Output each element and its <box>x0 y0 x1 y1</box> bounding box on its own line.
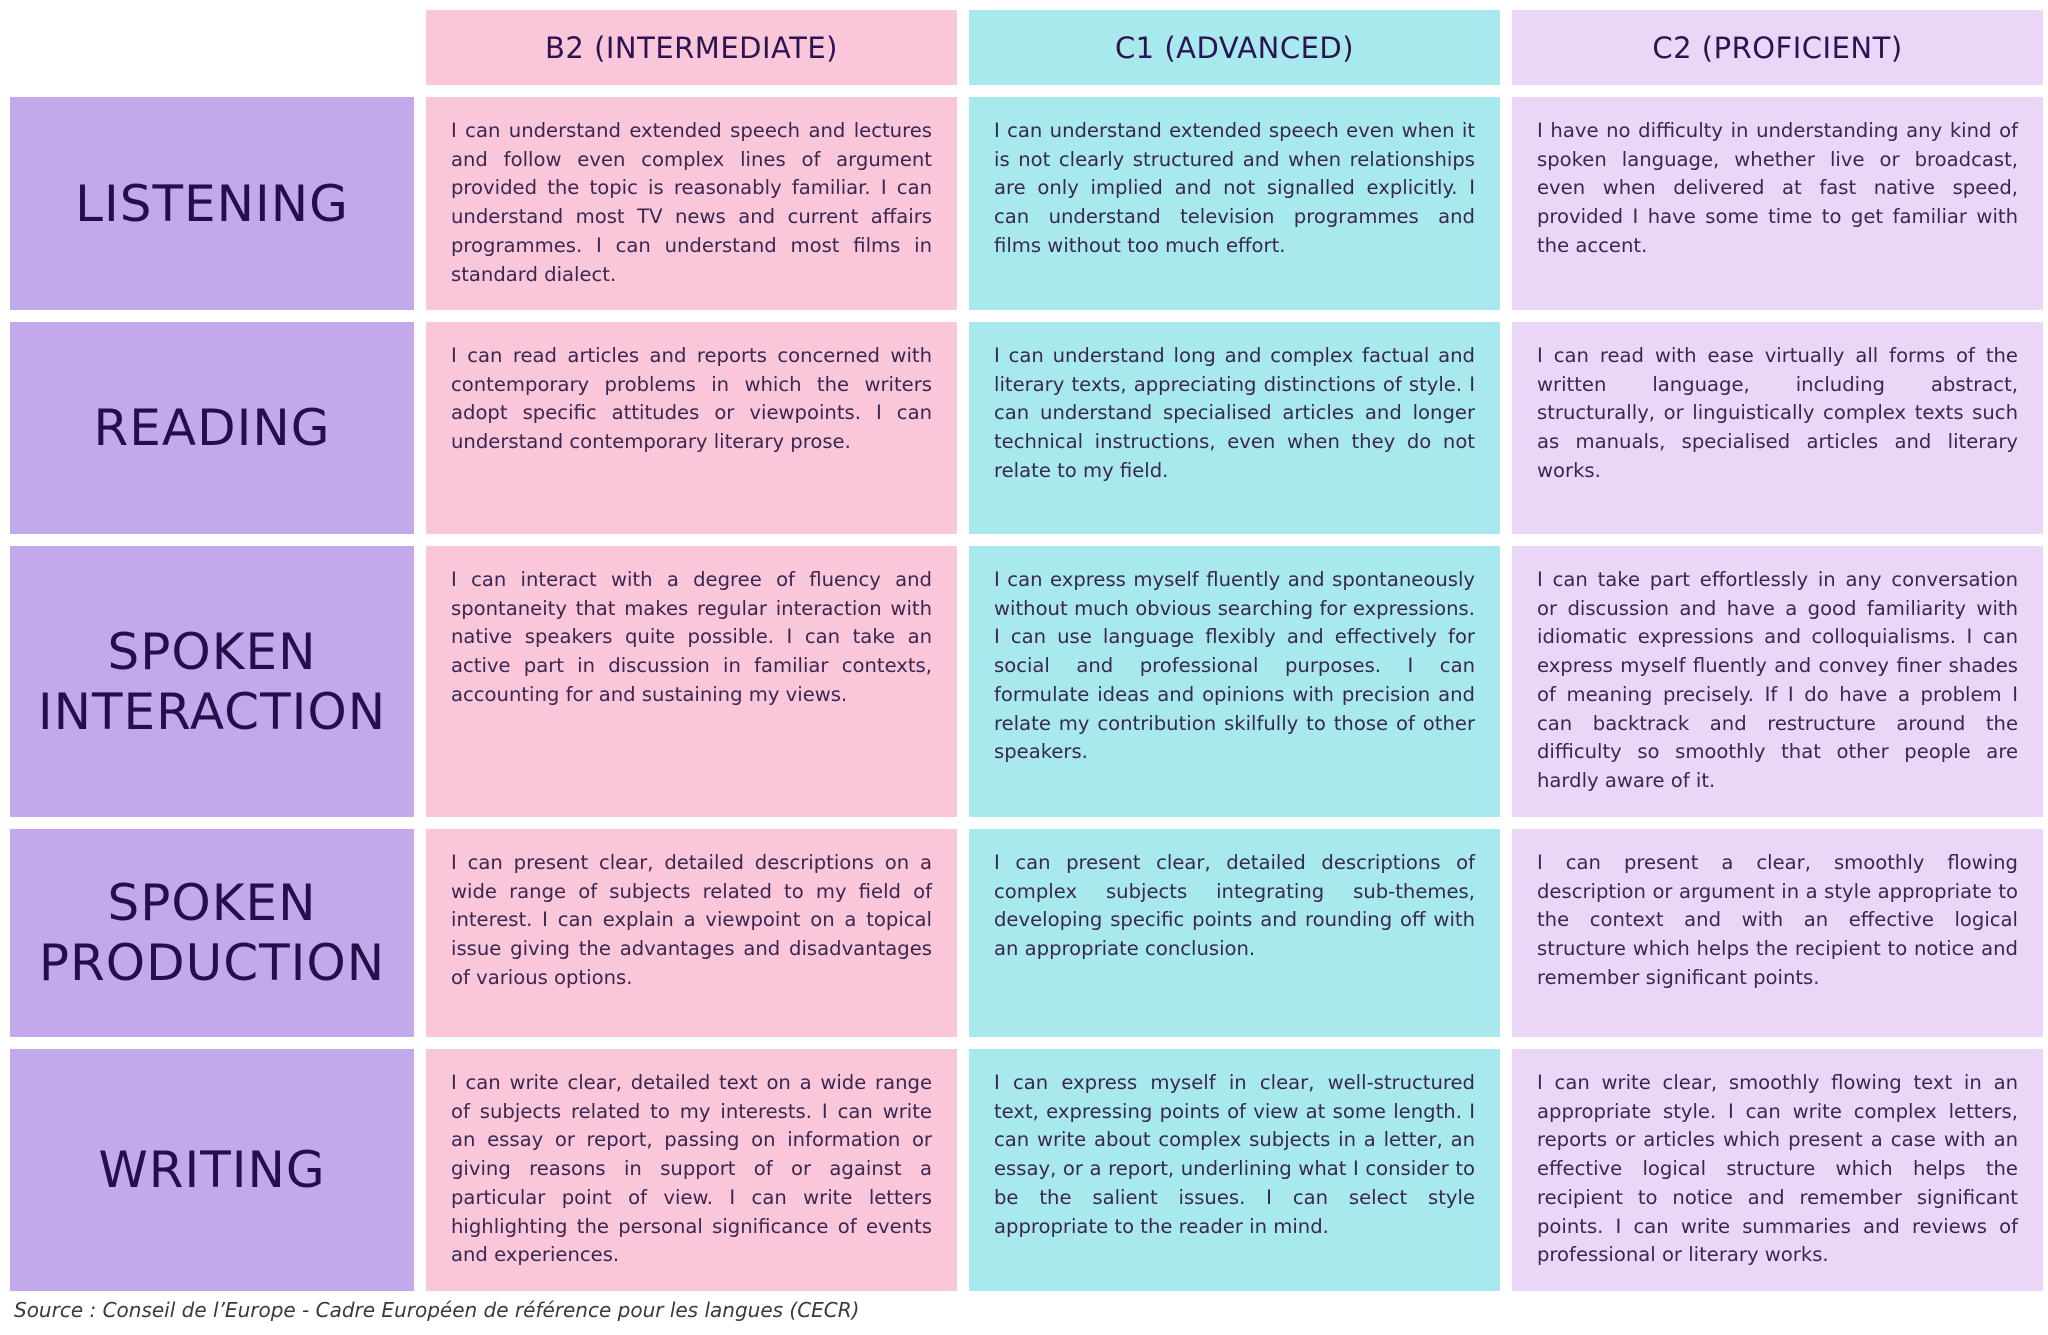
row-header-listening: LISTENING <box>10 97 414 310</box>
cefr-table <box>10 10 2043 1291</box>
cell-reading-c1: I can understand long and complex factual and literary texts, appreciating distinctions of style. I can understand specialised articles and longer technical instructions, even when they do not relate to my field. <box>969 322 1500 534</box>
cell-reading-b2: I can read articles and reports concerned with contemporary problems in which the writers adopt specific attitudes or viewpoints. I can understand contemporary literary prose. <box>426 322 957 534</box>
cell-spoken-production-c2: I can present a clear, smoothly flowing description or argument in a style appropriate to the context and with an effective logical structure which helps the recipient to notice and remember significant points. <box>1512 829 2043 1037</box>
cell-listening-c2: I have no difficulty in understanding any kind of spoken language, whether live or broadcast, even when delivered at fast native speed, provided I have some time to get familiar with the accent. <box>1512 97 2043 310</box>
cell-writing-c1: I can express myself in clear, well-structured text, expressing points of view at some length. I can write about complex subjects in a letter, an essay, or a report, underlining what I consider to be the salient issues. I can select style appropriate to the reader in mind. <box>969 1049 1500 1291</box>
column-header-c2: C2 (PROFICIENT) <box>1512 10 2043 85</box>
source-caption: Source : Conseil de l’Europe - Cadre Européen de référence pour les langues (CECR) <box>14 1298 860 1322</box>
table-corner <box>10 10 414 85</box>
cell-listening-c1: I can understand extended speech even when it is not clearly structured and when relationships are only implied and not signalled explicitly. I can understand television programmes and films without too much effort. <box>969 97 1500 310</box>
row-header-spoken-production: SPOKEN PRODUCTION <box>10 829 414 1037</box>
row-header-spoken-interaction: SPOKEN INTERACTION <box>10 546 414 817</box>
cell-spoken-interaction-b2: I can interact with a degree of fluency and spontaneity that makes regular interaction with native speakers quite possible. I can take an active part in discussion in familiar contexts, accounting for and sustaining my views. <box>426 546 957 817</box>
cell-spoken-interaction-c2: I can take part effortlessly in any conversation or discussion and have a good familiarity with idiomatic expressions and colloquialisms. I can express myself fluently and convey finer shades of meaning precisely. If I do have a problem I can backtrack and restructure around the difficulty so smoothly that other people are hardly aware of it. <box>1512 546 2043 817</box>
cell-spoken-production-c1: I can present clear, detailed descriptions of complex subjects integrating sub-themes, developing specific points and rounding off with an appropriate conclusion. <box>969 829 1500 1037</box>
cell-spoken-interaction-c1: I can express myself fluently and spontaneously without much obvious searching for expressions. I can use language flexibly and effectively for social and professional purposes. I can formulate ideas and opinions with precision and relate my contribution skilfully to those of other speakers. <box>969 546 1500 817</box>
row-header-writing: WRITING <box>10 1049 414 1291</box>
column-header-b2: B2 (INTERMEDIATE) <box>426 10 957 85</box>
column-header-c1: C1 (ADVANCED) <box>969 10 1500 85</box>
cell-reading-c2: I can read with ease virtually all forms of the written language, including abstract, structurally, or linguistically complex texts such as manuals, specialised articles and literary works. <box>1512 322 2043 534</box>
cell-spoken-production-b2: I can present clear, detailed descriptions on a wide range of subjects related to my field of interest. I can explain a viewpoint on a topical issue giving the advantages and disadvantages of various options. <box>426 829 957 1037</box>
cell-writing-c2: I can write clear, smoothly flowing text in an appropriate style. I can write complex letters, reports or articles which present a case with an effective logical structure which helps the recipient to notice and remember significant points. I can write summaries and reviews of professional or literary works. <box>1512 1049 2043 1291</box>
cell-listening-b2: I can understand extended speech and lectures and follow even complex lines of argument provided the topic is reasonably familiar. I can understand most TV news and current affairs programmes. I can understand most films in standard dialect. <box>426 97 957 310</box>
cell-writing-b2: I can write clear, detailed text on a wide range of subjects related to my interests. I can write an essay or report, passing on information or giving reasons in support of or against a particular point of view. I can write letters highlighting the personal significance of events and experiences. <box>426 1049 957 1291</box>
row-header-reading: READING <box>10 322 414 534</box>
